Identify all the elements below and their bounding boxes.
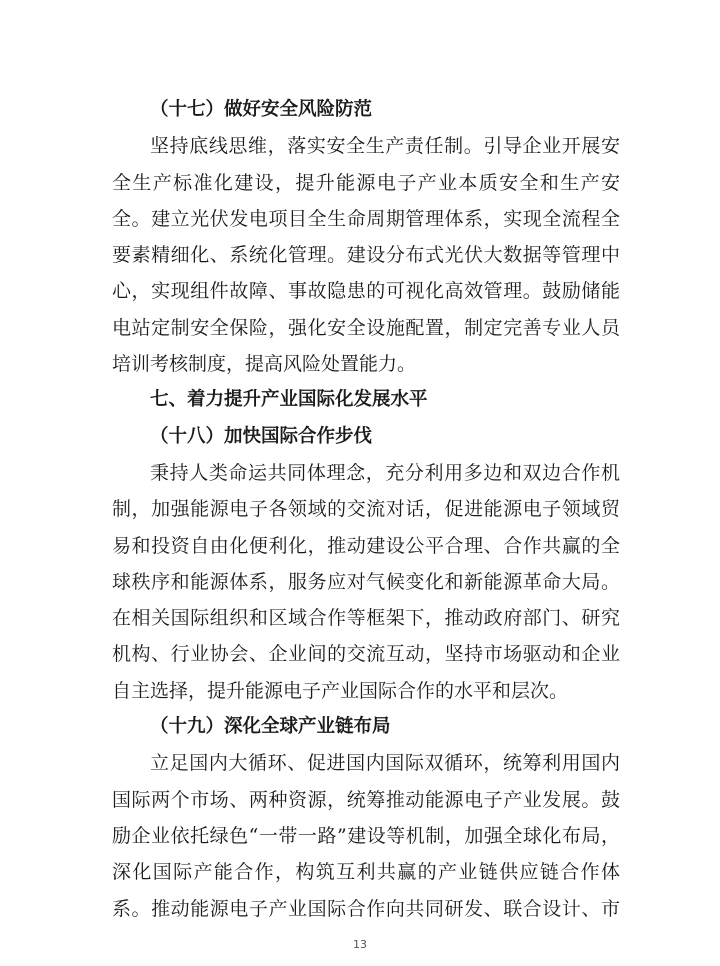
- paragraph-line: 培训考核制度，提高风险处置能力。: [112, 353, 417, 376]
- paragraph-line: 制，加强能源电子各领域的交流对话，促进能源电子领域贸: [112, 498, 620, 521]
- paragraph-line: 全生产标准化建设，提升能源电子产业本质安全和生产安: [112, 171, 620, 194]
- section-heading-17: （十七）做好安全风险防范: [150, 99, 373, 120]
- paragraph-line: 球秩序和能源体系，服务应对气候变化和新能源革命大局。: [112, 570, 620, 593]
- paragraph-line: 深化国际产能合作，构筑互利共赢的产业链供应链合作体: [112, 861, 620, 884]
- page-number: 13: [353, 938, 367, 951]
- paragraph-line: 自主选择，提升能源电子产业国际合作的水平和层次。: [112, 679, 569, 702]
- paragraph-line: 在相关国际组织和区域合作等框架下，推动政府部门、研究: [112, 607, 620, 630]
- document-body: [112, 92, 620, 927]
- paragraph-line: 国际两个市场、两种资源，统筹推动能源电子产业发展。鼓: [112, 788, 620, 811]
- paragraph-line: 全。建立光伏发电项目全生命周期管理体系，实现全流程全: [112, 207, 620, 230]
- section-heading-18: （十八）加快国际合作步伐: [150, 425, 373, 447]
- paragraph-line: 励企业依托绿色“一带一路”建设等机制，加强全球化布局，: [112, 824, 620, 847]
- section-heading-19: （十九）深化全球产业链布局: [150, 716, 391, 738]
- paragraph-line: 机构、行业协会、企业间的交流互动，坚持市场驱动和企业: [112, 643, 620, 666]
- chapter-heading-7: 七、着力提升产业国际化发展水平: [150, 389, 428, 411]
- paragraph-line: 电站定制安全保险，强化安全设施配置，制定完善专业人员: [112, 316, 620, 339]
- paragraph-line: 易和投资自由化便利化，推动建设公平合理、合作共赢的全: [112, 534, 620, 557]
- paragraph-line: 心，实现组件故障、事故隐患的可视化高效管理。鼓励储能: [112, 280, 620, 303]
- paragraph-line: 坚持底线思维，落实安全生产责任制。引导企业开展安: [150, 135, 620, 158]
- paragraph-line: 要素精细化、系统化管理。建设分布式光伏大数据等管理中: [112, 244, 620, 267]
- paragraph-line: 系。推动能源电子产业国际合作向共同研发、联合设计、市: [112, 897, 620, 920]
- paragraph-line: 立足国内大循环、促进国内国际双循环，统筹利用国内: [150, 752, 620, 775]
- paragraph-line: 秉持人类命运共同体理念，充分利用多边和双边合作机: [150, 461, 620, 484]
